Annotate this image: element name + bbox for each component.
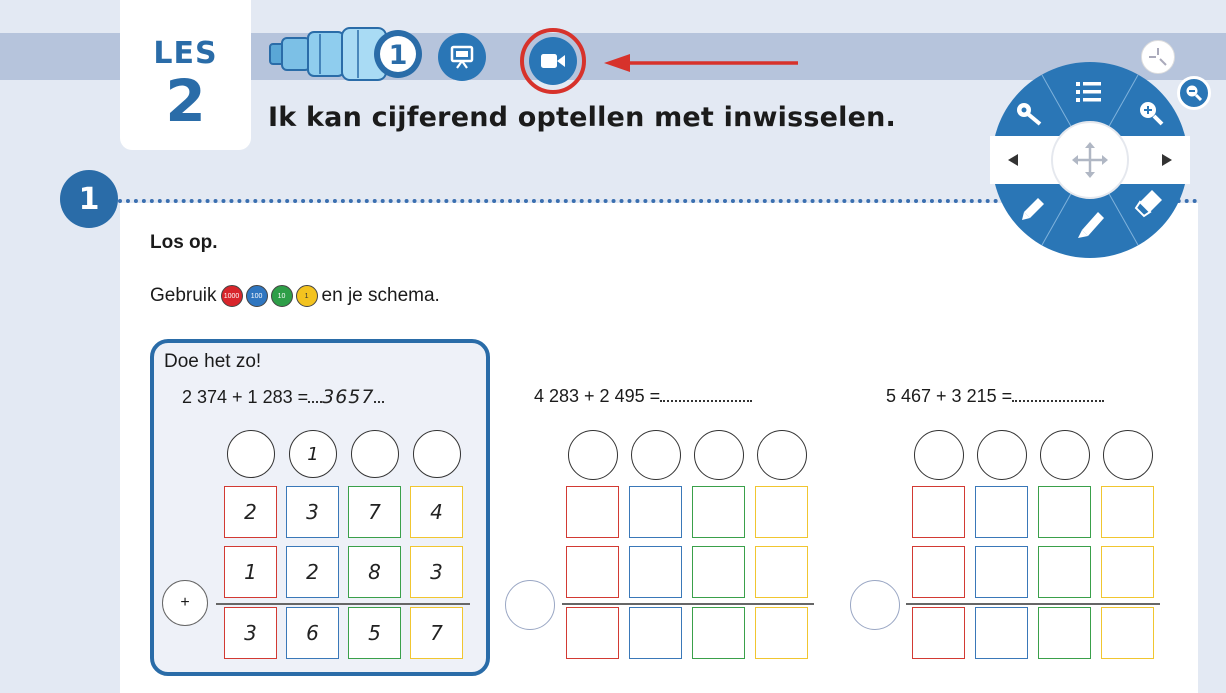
- task-3-cell[interactable]: [1101, 486, 1154, 538]
- task-3-carry-circle[interactable]: [977, 430, 1027, 480]
- example-sum: [182, 386, 384, 408]
- task-3-carry-circle[interactable]: [1103, 430, 1153, 480]
- presentation-icon: [449, 44, 475, 70]
- example-cell: 8: [348, 546, 401, 598]
- task-2-carry-circle[interactable]: [694, 430, 744, 480]
- example-heading: Doe het zo!: [164, 351, 262, 372]
- instruction: Los op.: [150, 232, 218, 253]
- example-result-cell: 5: [348, 607, 401, 659]
- task-3-result-cell[interactable]: [975, 607, 1028, 659]
- example-result-cell: 6: [286, 607, 339, 659]
- example-cell: 2: [286, 546, 339, 598]
- example-cell: 1: [224, 546, 277, 598]
- page-title: Ik kan cijferend optellen met inwisselen.: [268, 102, 897, 133]
- example-sum-left: 2 374 + 1 283 =: [182, 387, 309, 407]
- plus-sign: +: [162, 580, 208, 626]
- task-2-operator-circle[interactable]: [505, 580, 555, 630]
- task-2-answer-field[interactable]: [660, 388, 752, 402]
- sum-line: [216, 603, 470, 605]
- task-2-cell[interactable]: [629, 546, 682, 598]
- task-2-cell[interactable]: [566, 546, 619, 598]
- carry-circle-tens: [351, 430, 399, 478]
- task-3-cell[interactable]: [1038, 486, 1091, 538]
- task-3-cell[interactable]: [912, 486, 965, 538]
- list-icon[interactable]: [1076, 82, 1101, 102]
- task-2-result-cell[interactable]: [566, 607, 619, 659]
- use-suffix: en je schema.: [321, 285, 440, 306]
- task-3-carry-circle[interactable]: [1040, 430, 1090, 480]
- coin-1: 1: [296, 285, 318, 307]
- sum-line: [906, 603, 1160, 605]
- collapse-icon: [1147, 46, 1169, 68]
- task-2-carry-circle[interactable]: [631, 430, 681, 480]
- task-2-cell[interactable]: [566, 486, 619, 538]
- coin-100: 100: [246, 285, 268, 307]
- task-2-cell[interactable]: [629, 486, 682, 538]
- example-result-cell: 3: [224, 607, 277, 659]
- task-2-cell[interactable]: [692, 486, 745, 538]
- answer-dots: [374, 389, 384, 403]
- example-cell: 3: [410, 546, 463, 598]
- zoom-out-icon: [1184, 83, 1204, 103]
- example-cell: 3: [286, 486, 339, 538]
- task-3-cell[interactable]: [975, 486, 1028, 538]
- task-3-result-cell[interactable]: [1038, 607, 1091, 659]
- task-3-result-cell[interactable]: [1101, 607, 1154, 659]
- example-cell: 7: [348, 486, 401, 538]
- example-answer: 3657: [322, 386, 375, 408]
- lesson-card: [120, 0, 251, 150]
- carry-circle-thousands: [227, 430, 275, 478]
- fullscreen-button[interactable]: [1141, 40, 1175, 74]
- materials-line: [150, 285, 440, 307]
- annotation-arrow-icon: [604, 53, 800, 73]
- task-3-operator-circle[interactable]: [850, 580, 900, 630]
- example-cell: 4: [410, 486, 463, 538]
- task-2-cell[interactable]: [755, 486, 808, 538]
- video-camera-icon: [539, 51, 567, 71]
- coin-10: 10: [271, 285, 293, 307]
- zoom-out-button[interactable]: [1177, 76, 1211, 110]
- exercise-number-badge: 1: [60, 170, 118, 228]
- stage-number: 1: [388, 40, 408, 71]
- task-2-carry-circle[interactable]: [757, 430, 807, 480]
- coin-1000: 1000: [221, 285, 243, 307]
- sum-line: [562, 603, 814, 605]
- task-2-result-cell[interactable]: [755, 607, 808, 659]
- task-3-cell[interactable]: [975, 546, 1028, 598]
- task-2-sum: [534, 386, 752, 407]
- task-2-cell[interactable]: [755, 546, 808, 598]
- task-2-result-cell[interactable]: [692, 607, 745, 659]
- use-prefix: Gebruik: [150, 285, 217, 306]
- carry-circle-hundreds: 1: [289, 430, 337, 478]
- task-3-sum-left: 5 467 + 3 215 =: [886, 386, 1013, 406]
- lesson-label: LES: [153, 36, 218, 71]
- task-3-carry-circle[interactable]: [914, 430, 964, 480]
- task-3-cell[interactable]: [912, 546, 965, 598]
- carry-circle-ones: [413, 430, 461, 478]
- task-3-result-cell[interactable]: [912, 607, 965, 659]
- task-3-sum: [886, 386, 1104, 407]
- video-button[interactable]: [529, 37, 577, 85]
- answer-dots: [308, 389, 322, 403]
- telescope-icon[interactable]: [268, 24, 424, 84]
- example-result-cell: 7: [410, 607, 463, 659]
- task-2-cell[interactable]: [692, 546, 745, 598]
- task-3-cell[interactable]: [1038, 546, 1091, 598]
- lesson-number: 2: [165, 67, 206, 135]
- radial-tool-menu: [990, 60, 1190, 260]
- task-2-carry-circle[interactable]: [568, 430, 618, 480]
- task-3-cell[interactable]: [1101, 546, 1154, 598]
- example-cell: 2: [224, 486, 277, 538]
- presentation-button[interactable]: [438, 33, 486, 81]
- task-2-result-cell[interactable]: [629, 607, 682, 659]
- task-2-sum-left: 4 283 + 2 495 =: [534, 386, 661, 406]
- task-3-answer-field[interactable]: [1012, 388, 1104, 402]
